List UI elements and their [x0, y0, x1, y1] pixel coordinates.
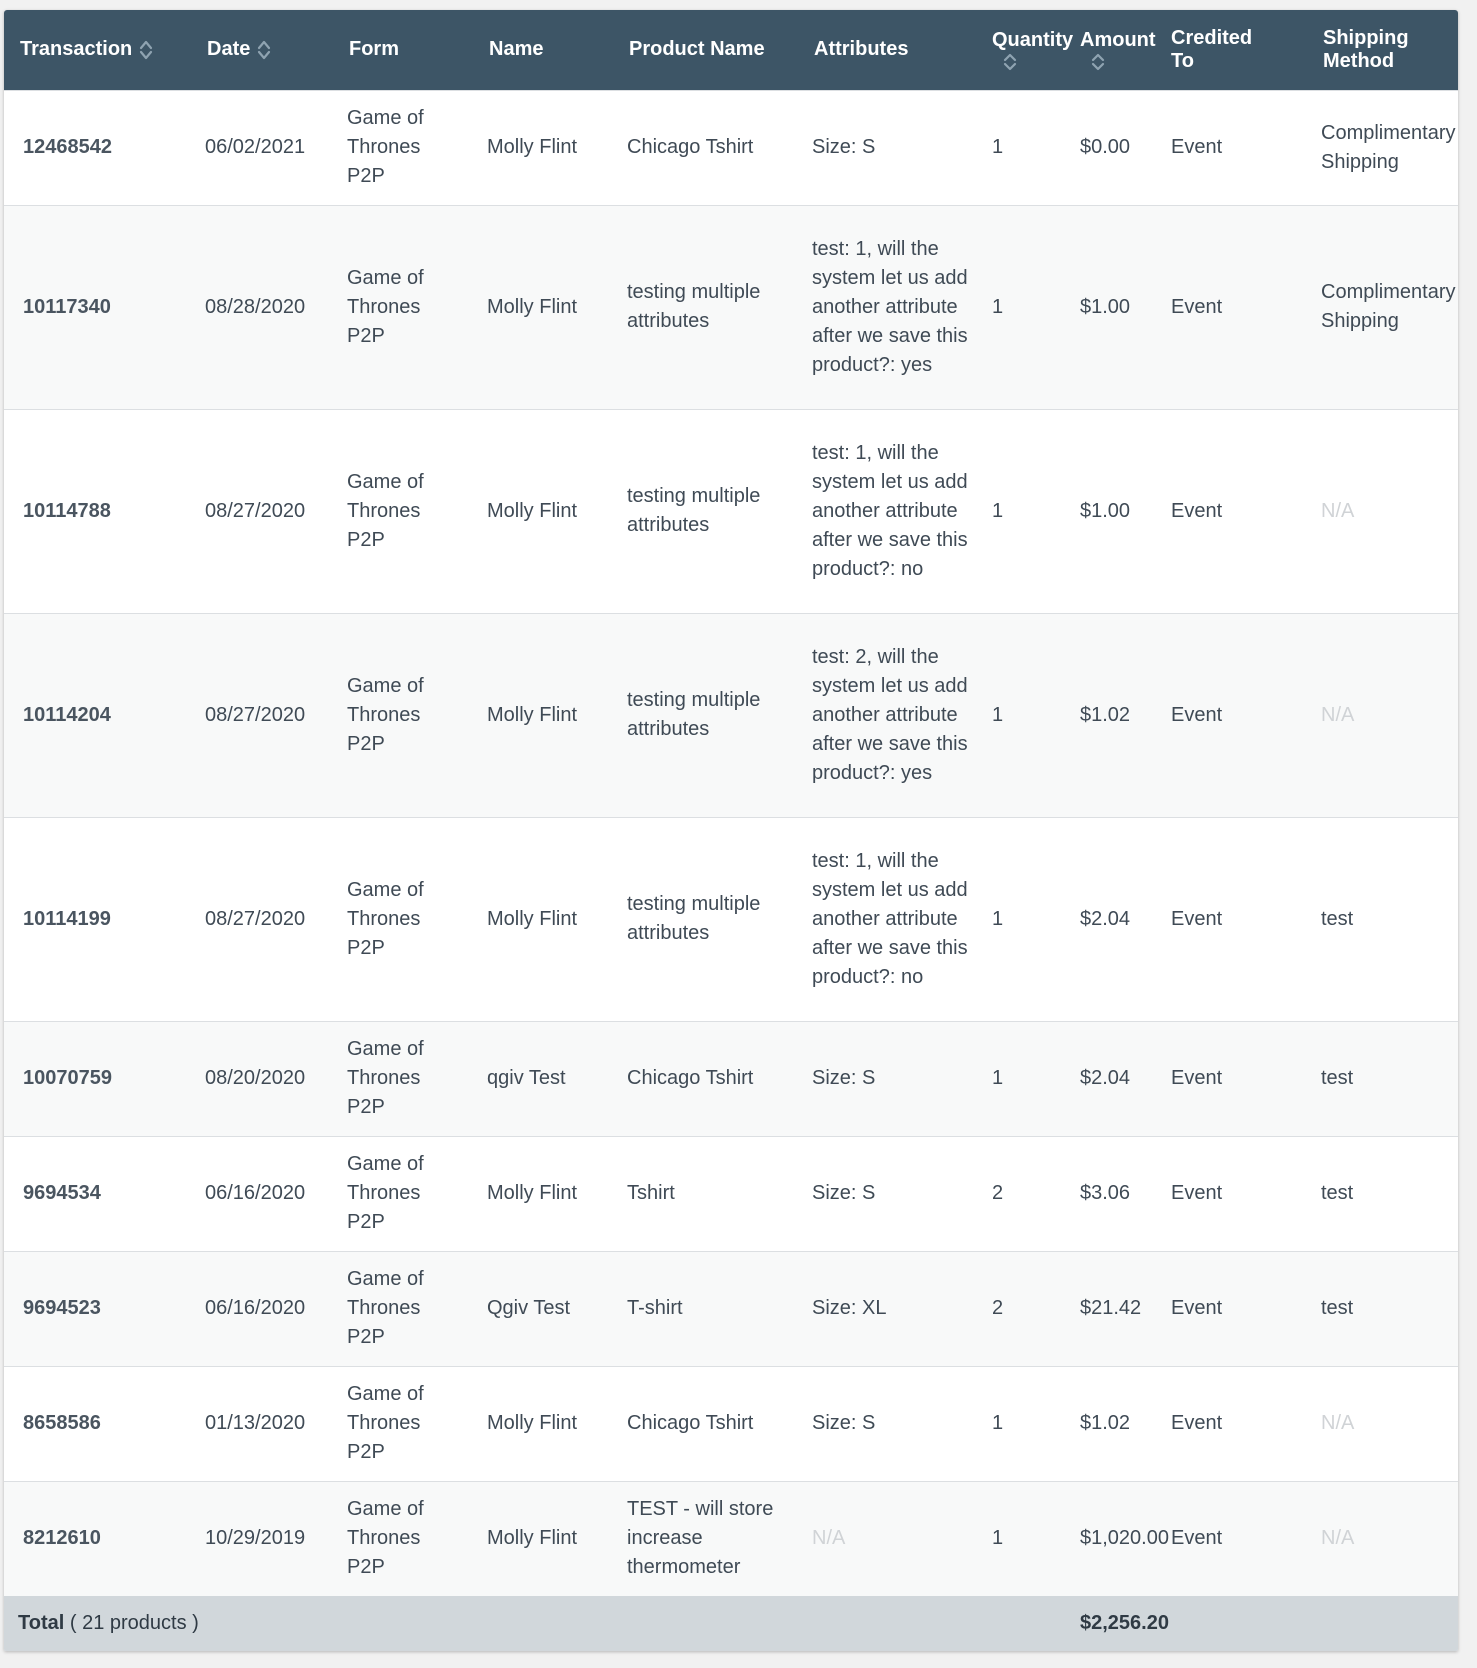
table-row[interactable] [4, 1021, 1458, 1136]
transaction-id[interactable]: 9694523 [4, 1251, 191, 1366]
product-name: testing multiple attributes [613, 817, 798, 1021]
column-header-form [333, 10, 473, 90]
column-header-shipping-method [1308, 10, 1458, 90]
table-header-row [4, 10, 1458, 90]
donor-name: Molly Flint [473, 90, 613, 205]
product-attributes: Size: S [798, 1136, 984, 1251]
column-header-label: Form [349, 38, 399, 61]
donor-name: Molly Flint [473, 817, 613, 1021]
form-name: Game of Thrones P2P [333, 205, 473, 409]
product-name: testing multiple attributes [613, 205, 798, 409]
product-name: T-shirt [613, 1251, 798, 1366]
shipping-method: N/A [1308, 409, 1458, 613]
product-name: Chicago Tshirt [613, 1366, 798, 1481]
transaction-id[interactable]: 12468542 [4, 90, 191, 205]
column-header-credited-to [1169, 10, 1308, 90]
donor-name: Molly Flint [473, 613, 613, 817]
transaction-date: 06/02/2021 [191, 90, 333, 205]
credited-to: Event [1169, 1021, 1308, 1136]
product-name: Chicago Tshirt [613, 1021, 798, 1136]
total-label-text: Total [18, 1612, 65, 1634]
column-header-label: Amount [1080, 28, 1156, 51]
amount: $3.06 [1076, 1136, 1169, 1251]
credited-to: Event [1169, 817, 1308, 1021]
column-header-label: Product Name [629, 38, 765, 61]
product-attributes: Size: XL [798, 1251, 984, 1366]
quantity: 1 [984, 1366, 1076, 1481]
form-name: Game of Thrones P2P [333, 1251, 473, 1366]
table-row[interactable] [4, 90, 1458, 205]
form-name: Game of Thrones P2P [333, 409, 473, 613]
amount: $2.04 [1076, 1021, 1169, 1136]
column-header-label: Credited To [1171, 26, 1253, 72]
products-table-panel [4, 10, 1458, 1651]
shipping-method: test [1308, 1021, 1458, 1136]
amount: $1.00 [1076, 409, 1169, 613]
donor-name: qgiv Test [473, 1021, 613, 1136]
shipping-method: N/A [1308, 1366, 1458, 1481]
transaction-date: 08/27/2020 [191, 817, 333, 1021]
column-header-name [473, 10, 613, 90]
shipping-method: Complimentary Shipping [1308, 90, 1458, 205]
amount: $21.42 [1076, 1251, 1169, 1366]
transaction-date: 10/29/2019 [191, 1481, 333, 1596]
column-header-quantity[interactable] [984, 10, 1076, 90]
quantity: 1 [984, 817, 1076, 1021]
quantity: 1 [984, 613, 1076, 817]
amount: $1.00 [1076, 205, 1169, 409]
transaction-date: 01/13/2020 [191, 1366, 333, 1481]
form-name: Game of Thrones P2P [333, 1481, 473, 1596]
form-name: Game of Thrones P2P [333, 1366, 473, 1481]
credited-to: Event [1169, 205, 1308, 409]
column-header-label: Quantity [992, 28, 1074, 51]
credited-to: Event [1169, 1481, 1308, 1596]
quantity: 2 [984, 1136, 1076, 1251]
amount: $1.02 [1076, 1366, 1169, 1481]
table-row[interactable] [4, 817, 1458, 1021]
table-row[interactable] [4, 613, 1458, 817]
credited-to: Event [1169, 1251, 1308, 1366]
credited-to: Event [1169, 90, 1308, 205]
sort-icon[interactable] [138, 39, 154, 61]
product-attributes: test: 2, will the system let us add another attribute after we save this product?: yes [798, 613, 984, 817]
column-header-product-name [613, 10, 798, 90]
quantity: 1 [984, 205, 1076, 409]
quantity: 1 [984, 409, 1076, 613]
product-name: testing multiple attributes [613, 613, 798, 817]
product-attributes: N/A [798, 1481, 984, 1596]
product-attributes: Size: S [798, 1021, 984, 1136]
donor-name: Molly Flint [473, 205, 613, 409]
quantity: 1 [984, 90, 1076, 205]
shipping-method: N/A [1308, 613, 1458, 817]
shipping-method: test [1308, 1136, 1458, 1251]
product-attributes: test: 1, will the system let us add another attribute after we save this product?: yes [798, 205, 984, 409]
table-row[interactable] [4, 1251, 1458, 1366]
transaction-date: 06/16/2020 [191, 1136, 333, 1251]
donor-name: Qgiv Test [473, 1251, 613, 1366]
shipping-method: Complimentary Shipping [1308, 205, 1458, 409]
table-row[interactable] [4, 1366, 1458, 1481]
form-name: Game of Thrones P2P [333, 613, 473, 817]
form-name: Game of Thrones P2P [333, 817, 473, 1021]
transaction-id[interactable]: 10114199 [4, 817, 191, 1021]
sort-icon[interactable] [256, 39, 272, 61]
sort-icon[interactable] [1002, 53, 1018, 71]
product-name: testing multiple attributes [613, 409, 798, 613]
quantity: 1 [984, 1021, 1076, 1136]
shipping-method: test [1308, 1251, 1458, 1366]
transaction-date: 06/16/2020 [191, 1251, 333, 1366]
transaction-date: 08/27/2020 [191, 613, 333, 817]
product-attributes: Size: S [798, 90, 984, 205]
column-header-label: Date [207, 38, 251, 61]
table-row[interactable] [4, 409, 1458, 613]
shipping-method: N/A [1308, 1481, 1458, 1596]
amount: $1,020.00 [1076, 1481, 1169, 1596]
column-header-label: Transaction [20, 38, 133, 61]
shipping-method: test [1308, 817, 1458, 1021]
product-attributes: test: 1, will the system let us add another attribute after we save this product?: no [798, 817, 984, 1021]
quantity: 2 [984, 1251, 1076, 1366]
donor-name: Molly Flint [473, 1136, 613, 1251]
table-row[interactable] [4, 205, 1458, 409]
column-header-label: Name [489, 38, 544, 61]
amount: $1.02 [1076, 613, 1169, 817]
product-attributes: test: 1, will the system let us add another attribute after we save this product?: no [798, 409, 984, 613]
donor-name: Molly Flint [473, 1366, 613, 1481]
donor-name: Molly Flint [473, 409, 613, 613]
credited-to: Event [1169, 1366, 1308, 1481]
credited-to: Event [1169, 613, 1308, 817]
form-name: Game of Thrones P2P [333, 1136, 473, 1251]
transaction-id[interactable]: 10114788 [4, 409, 191, 613]
column-header-amount[interactable] [1076, 10, 1169, 90]
transaction-id[interactable]: 10114204 [4, 613, 191, 817]
total-amount: $2,256.20 [1076, 1596, 1458, 1651]
total-label [4, 1596, 1076, 1651]
table-footer-row [4, 1596, 1458, 1651]
transaction-date: 08/27/2020 [191, 409, 333, 613]
products-count: ( 21 products ) [69, 1612, 199, 1634]
transaction-id[interactable]: 9694534 [4, 1136, 191, 1251]
column-header-label: Attributes [814, 38, 909, 61]
column-header-attributes [798, 10, 984, 90]
product-attributes: Size: S [798, 1366, 984, 1481]
form-name: Game of Thrones P2P [333, 1021, 473, 1136]
table-row[interactable] [4, 1481, 1458, 1596]
column-header-date[interactable] [191, 10, 333, 90]
transaction-date: 08/20/2020 [191, 1021, 333, 1136]
transaction-date: 08/28/2020 [191, 205, 333, 409]
product-name: TEST - will store increase thermometer [613, 1481, 798, 1596]
sort-icon[interactable] [1090, 53, 1106, 71]
transaction-id[interactable]: 8212610 [4, 1481, 191, 1596]
products-table [4, 10, 1458, 1651]
transaction-id[interactable]: 10117340 [4, 205, 191, 409]
column-header-label: Shipping Method [1323, 26, 1409, 72]
credited-to: Event [1169, 409, 1308, 613]
quantity: 1 [984, 1481, 1076, 1596]
transaction-id[interactable]: 8658586 [4, 1366, 191, 1481]
transaction-id[interactable]: 10070759 [4, 1021, 191, 1136]
donor-name: Molly Flint [473, 1481, 613, 1596]
product-name: Chicago Tshirt [613, 90, 798, 205]
credited-to: Event [1169, 1136, 1308, 1251]
amount: $2.04 [1076, 817, 1169, 1021]
form-name: Game of Thrones P2P [333, 90, 473, 205]
product-name: Tshirt [613, 1136, 798, 1251]
column-header-transaction[interactable] [4, 10, 191, 90]
table-row[interactable] [4, 1136, 1458, 1251]
amount: $0.00 [1076, 90, 1169, 205]
